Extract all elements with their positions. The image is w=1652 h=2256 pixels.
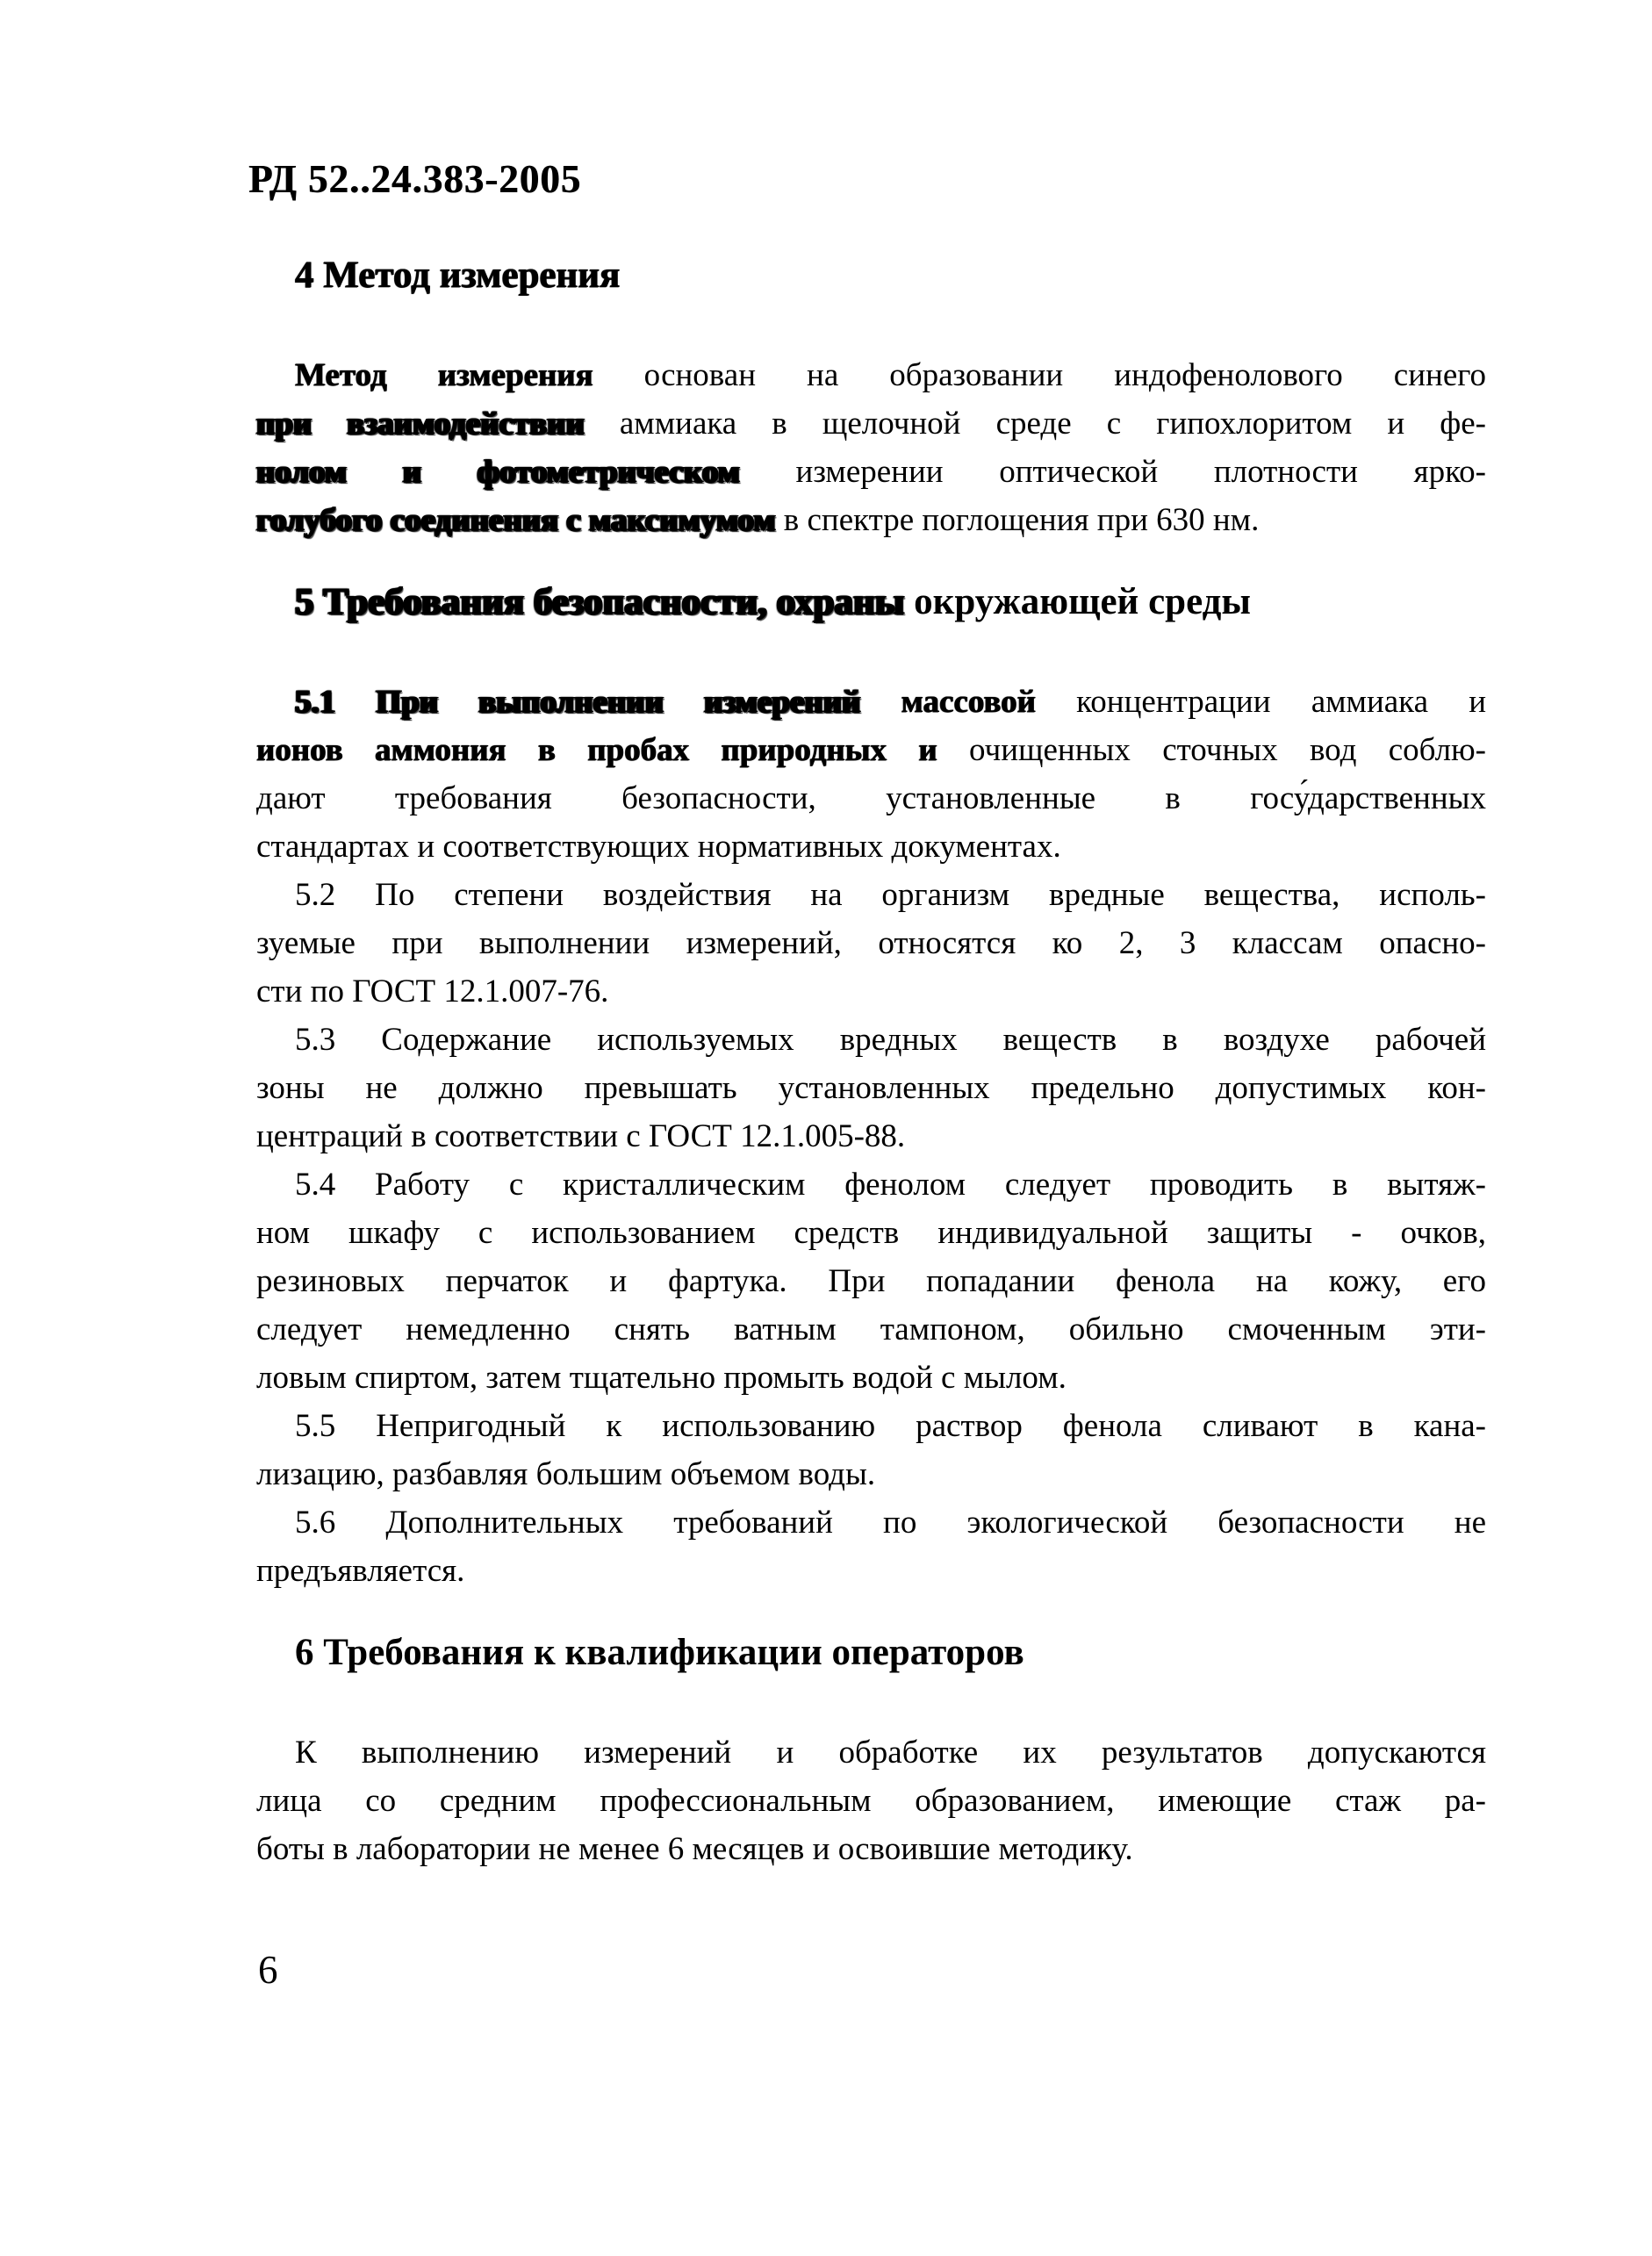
text-line bbox=[256, 967, 1486, 1016]
text-line bbox=[256, 448, 1486, 496]
paragraph bbox=[256, 1402, 1486, 1498]
text-segment: основан на образовании индофенолового синего bbox=[593, 357, 1486, 393]
text-line bbox=[256, 726, 1486, 774]
text-segment: предъявляется. bbox=[256, 1553, 465, 1589]
text-segment: окружающей среды bbox=[904, 581, 1251, 622]
smudged-text-segment: 5.1 При выполнении измерений bbox=[295, 684, 861, 720]
text-line bbox=[256, 1112, 1486, 1160]
text-line bbox=[256, 1160, 1486, 1209]
text-line bbox=[256, 1777, 1486, 1825]
text-segment: боты в лаборатории не менее 6 месяцев и освоившие методику. bbox=[256, 1831, 1133, 1867]
smudged-text-segment: 4 Метод измерения bbox=[295, 255, 621, 296]
text-line bbox=[256, 1016, 1486, 1064]
text-segment: лица со средним профессиональным образованием, имеющие стаж ра- bbox=[256, 1783, 1486, 1819]
text-line bbox=[256, 1354, 1486, 1402]
smudged-text-segment: Метод измерения bbox=[295, 357, 593, 393]
text-segment: очищенных сточных вод соблю- bbox=[937, 732, 1486, 768]
paragraph bbox=[256, 678, 1486, 871]
smudged-text-segment: 5 Требования безопасности, охраны bbox=[295, 581, 905, 622]
text-line bbox=[256, 1257, 1486, 1305]
text-line bbox=[256, 1064, 1486, 1112]
text-line bbox=[256, 678, 1486, 726]
paragraph bbox=[256, 1016, 1486, 1160]
text-segment: в спектре поглощения при 630 нм. bbox=[775, 502, 1260, 538]
text-segment: зоны не должно превышать установленных предельно допустимых кон- bbox=[256, 1070, 1486, 1106]
text-segment: ловым спиртом, затем тщательно промыть водой с мылом. bbox=[256, 1360, 1067, 1396]
text-segment: сти по ГОСТ 12.1.007-76. bbox=[256, 974, 609, 1009]
document-section bbox=[256, 1632, 1486, 1873]
section-heading bbox=[256, 581, 1486, 623]
text-segment: следует немедленно снять ватным тампоном, обильно смоченным эти- bbox=[256, 1311, 1486, 1347]
text-segment: 5.3 Содержание используемых вредных веществ в воздухе рабочей bbox=[295, 1022, 1486, 1058]
smudged-text-segment: при взаимодействии bbox=[256, 406, 585, 442]
paragraph bbox=[256, 351, 1486, 544]
text-line bbox=[256, 1498, 1486, 1547]
text-segment: аммиака в щелочной среде с гипохлоритом и фе- bbox=[584, 406, 1486, 442]
smudged-text-segment: массовой bbox=[860, 684, 1036, 720]
text-segment: 5.5 Непригодный к использованию раствор фенола сливают в кана- bbox=[295, 1408, 1486, 1444]
paragraph bbox=[256, 1728, 1486, 1873]
text-line bbox=[256, 919, 1486, 967]
document-section bbox=[256, 255, 1486, 544]
text-line bbox=[256, 1728, 1486, 1777]
section-heading bbox=[256, 255, 1486, 297]
text-segment: центраций в соответствии с ГОСТ 12.1.005-88. bbox=[256, 1118, 906, 1154]
text-line bbox=[256, 1402, 1486, 1450]
text-segment: зуемые при выполнении измерений, относятся ко 2, 3 классам опасно- bbox=[256, 925, 1486, 961]
page-number: 6 bbox=[258, 1948, 278, 1992]
paragraph bbox=[256, 1160, 1486, 1402]
text-segment: концентрации аммиака и bbox=[1035, 684, 1487, 720]
section-heading bbox=[256, 1632, 1486, 1674]
document-content bbox=[256, 255, 1486, 1873]
text-segment: 6 Требования к квалификации операторов bbox=[295, 1632, 1024, 1673]
text-line bbox=[256, 351, 1486, 399]
text-line bbox=[256, 1305, 1486, 1354]
text-segment: 5.4 Работу с кристаллическим фенолом следует проводить в вытяж- bbox=[295, 1167, 1486, 1203]
text-line bbox=[256, 1547, 1486, 1595]
text-line bbox=[256, 1825, 1486, 1873]
paragraph bbox=[256, 871, 1486, 1016]
text-segment: стандартах и соответствующих нормативных документах. bbox=[256, 829, 1061, 865]
text-segment: резиновых перчаток и фартука. При попадании фенола на кожу, его bbox=[256, 1263, 1486, 1299]
text-segment: измерении оптической плотности ярко- bbox=[739, 454, 1486, 490]
smudged-text-segment: голубого соединения с максимумом bbox=[256, 502, 776, 538]
text-line bbox=[256, 399, 1486, 448]
text-line bbox=[256, 871, 1486, 919]
text-line bbox=[256, 1450, 1486, 1498]
text-segment: К выполнению измерений и обработке их результатов допускаются bbox=[295, 1735, 1486, 1771]
text-segment: лизацию, разбавляя большим объемом воды. bbox=[256, 1456, 876, 1492]
document-section bbox=[256, 581, 1486, 1595]
text-segment: дают требования безопасности, установленные в госу́дарственных bbox=[256, 780, 1486, 816]
text-line bbox=[256, 774, 1486, 823]
text-segment: 5.6 Дополнительных требований по экологической безопасности не bbox=[295, 1505, 1486, 1541]
text-line bbox=[256, 1209, 1486, 1257]
text-line bbox=[256, 823, 1486, 871]
smudged-text-segment: ионов аммония в пробах природных и bbox=[256, 732, 937, 768]
text-segment: 5.2 По степени воздействия на организм вредные вещества, исполь- bbox=[295, 877, 1486, 913]
doc-number: РД 52..24.383-2005 bbox=[248, 157, 582, 201]
text-line bbox=[256, 496, 1486, 544]
paragraph bbox=[256, 1498, 1486, 1595]
text-segment: ном шкафу с использованием средств индивидуальной защиты - очков, bbox=[256, 1215, 1486, 1251]
smudged-text-segment: нолом и фотометрическом bbox=[256, 454, 740, 490]
